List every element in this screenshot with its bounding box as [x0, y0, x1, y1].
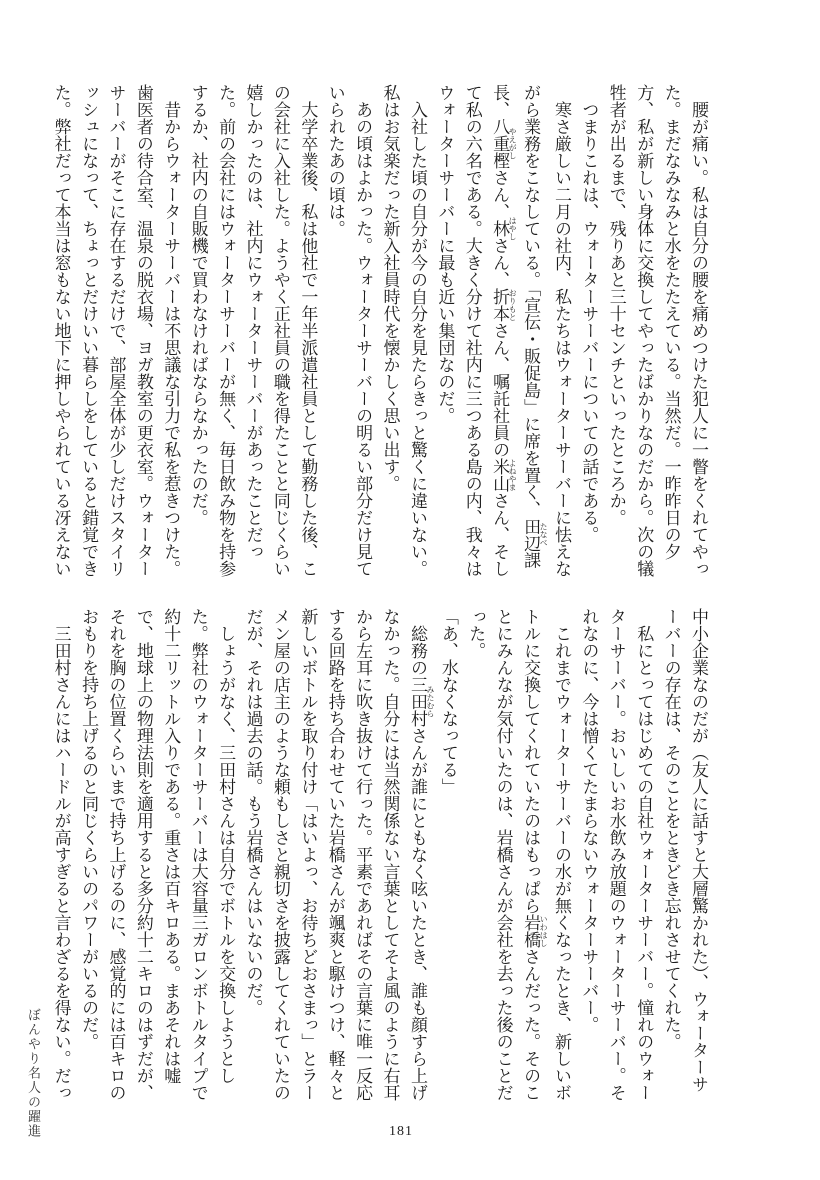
page-number: 181	[389, 1124, 413, 1139]
text-line: 長、八重樫 やえがしさん、林 はやしさん、折本 おりもとさん、嘱託社員の米山 よねやまさん、そし	[490, 84, 518, 577]
text-line: た。弊社のウォーターサーバーは大容量三ガロンボトルタイプで	[188, 608, 208, 1101]
text-line: ッシュになって、ちょっとだけいい暮らしをしていると錯覚でき	[79, 84, 99, 577]
text-line: 中小企業なのだが（友人に話すと大層驚かれた）、ウォーターサ	[689, 608, 708, 1093]
text-line: 歯医者の待合室、温泉の脱衣場、ヨガ教室の更衣室。ウォーター	[133, 84, 153, 577]
running-title: ぼんやり名人の躍進	[26, 1008, 41, 1139]
text-line: ターサーバー。おいしいお水飲み放題のウォーターサーバー。そ	[606, 608, 626, 1101]
furigana: 岩橋 いわはし	[521, 914, 549, 948]
text-line: 入社した頃の自分が今の自分を見たらきっと驚くに違いない。	[407, 84, 427, 577]
bottom-text-block	[47, 608, 712, 1102]
text-line: 約十二リットル入りである。重さは百キロある。まあそれは嘘	[161, 608, 181, 1084]
text-line: から左耳に吹き抜けて行った。平素であればその言葉に唯一反応	[353, 608, 373, 1101]
top-text-block	[47, 84, 712, 578]
text-line: た。前の会社にはウォーターサーバーが無く、毎日飲み物を持参	[216, 84, 236, 577]
furigana: 田辺 たなべ	[521, 517, 549, 552]
text-line: た。弊社だって本当は窓もない地下に押しやられている冴えない	[51, 84, 71, 577]
text-line: で、地球上の物理法則を適用すると多分約十二キロのはずだが、	[133, 608, 153, 1101]
text-line: するか、社内の自販機で買わなければならなかったのだ。	[188, 84, 208, 526]
text-line: おもりを持ち上げるのと同じくらいのパワーがいるのだ。	[79, 608, 99, 1050]
text-line: いられたあの頃は。	[325, 84, 345, 237]
text-line: トルに交換してくれていたのはもっぱら岩橋 いわはしさんだった。そのこ	[521, 608, 549, 1101]
text-line: て私の六名である。大きく分けて社内に三つある島の内、我々は	[462, 84, 482, 577]
text-line: つまりこれは、ウォーターサーバーについての話である。	[579, 84, 599, 543]
text-line: あの頃はよかった。ウォーターサーバーの明るい部分だけ見て	[353, 84, 373, 577]
text-line: の会社に入社した。ようやく正社員の職を得たことと同じくらい	[270, 84, 290, 577]
text-line: 新しいボトルを取り付け「はいよっ、お待ちどおさまっ」とラー	[298, 608, 318, 1101]
furigana: 折本 おりもと	[490, 288, 518, 322]
text-line: サーバーがそこに存在するだけで、部屋全体が少しだけスタイリ	[106, 84, 126, 577]
text-line: った。	[466, 608, 486, 659]
furigana: 八重樫 やえがし	[490, 118, 518, 169]
text-line: とにみんなが気付いたのは、岩橋さんが会社を去った後のことだ	[493, 608, 513, 1101]
text-line: 牲者が出るまで、残りあと三十センチといったところか。	[606, 84, 626, 526]
text-line: 「あ、水なくなってる」	[438, 608, 458, 795]
text-line: する回路を持ち合わせていた岩橋さんが颯爽と駆けつけ、軽々と	[325, 608, 345, 1101]
text-line: れなのに、今は憎くてたまらないウォーターサーバー。	[579, 608, 599, 1033]
text-line: ウォーターサーバーに最も近い集団なのだ。	[435, 84, 455, 424]
furigana: 米山 よねやま	[490, 458, 518, 492]
text-line: がら業務をこなしている。「宣伝・販促島」に席を置く、田辺 たなべ課	[521, 84, 549, 569]
text-line: 方、私が新しい身体に交換してやったばかりなのだから。次の犠	[634, 84, 654, 577]
furigana: 三田村 みたむら	[407, 676, 435, 727]
text-line: ーバーの存在は、そのことをときどき忘れさせてくれた。	[661, 608, 681, 1050]
furigana: 林 はやし	[490, 216, 518, 241]
text-line: これまでウォーターサーバーの水が無くなったとき、新しいボ	[551, 608, 571, 1101]
text-line: 私はお気楽だった新入社員時代を懐かしく思い出す。	[380, 84, 400, 492]
text-line: 腰が痛い。私は自分の腰を痛めつけた犯人に一瞥をくれてやっ	[689, 84, 708, 577]
text-line: 嬉しかったのは、社内にウォーターサーバーがあったことだっ	[243, 84, 263, 560]
text-line: だが、それは過去の話。もう岩橋さんはいないのだ。	[243, 608, 263, 1016]
text-line: 寒さ厳しい二月の社内、私たちはウォーターサーバーに怯えな	[551, 84, 571, 577]
text-line: 私にとってはじめての自社ウォーターサーバー。憧れのウォー	[634, 608, 654, 1101]
text-line: た。まだなみなみと水をたたえている。当然だ。一昨昨日の夕	[661, 84, 681, 560]
text-line: メン屋の店主のような頼もしさと親切さを披露してくれていたの	[270, 608, 290, 1101]
text-line: しょうがなく、三田村さんは自分でボトルを交換しようとし	[216, 608, 236, 1084]
text-line: 三田村さんにはハードルが高すぎると言わざるを得ない。だっ	[51, 608, 71, 1101]
text-line: なかった。自分には当然関係ない言葉としてそよ風のように右耳	[380, 608, 400, 1101]
text-line: 昔からウォーターサーバーは不思議な引力で私を惹きつけた。	[161, 84, 181, 577]
text-line: それを胸の位置くらいまで持ち上げるのに、感覚的には百キロの	[106, 608, 126, 1101]
text-line: 大学卒業後、私は他社で一年半派遣社員として勤務した後、こ	[298, 84, 318, 577]
text-line: 総務の三田村 みたむらさんが誰にともなく呟いたとき、誰も顔すら上げ	[407, 608, 435, 1101]
